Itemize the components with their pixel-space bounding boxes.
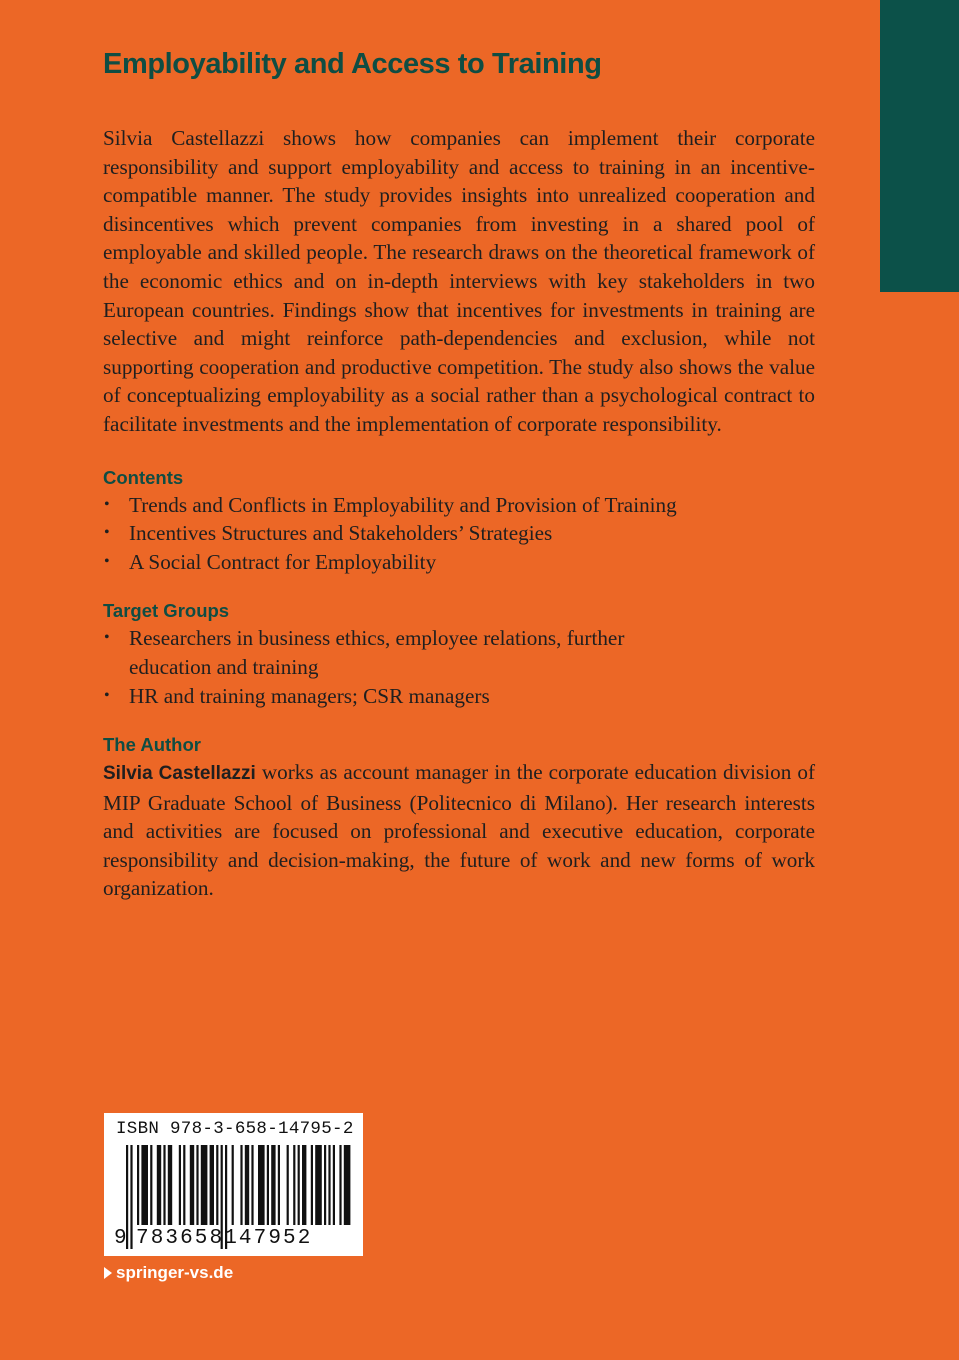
barcode-bar <box>245 1145 249 1225</box>
book-description: Silvia Castellazzi shows how companies can implement their corporate responsibility and support employability and access to training in an incentive-compatible manner. The study provides insights into unrealized cooperation and disincentives which prevent companies from investing in a shared pool of employable and skilled people. The research draws on the theoretical framework of the economic ethics and on in-depth interviews with key stakeholders in two European countries. Findings show that incentives for investments in training are selective and might reinforce path-dependencies and exclusion, while not supporting cooperation and productive competition. The study also shows the value of conceptualizing employability as a social rather than a psychological contract to facilitate investments and the implementation of corporate responsibility. <box>103 126 815 436</box>
side-color-band <box>880 0 959 292</box>
barcode-bar <box>315 1145 322 1225</box>
barcode-bar <box>150 1145 152 1225</box>
barcode-bar <box>344 1145 351 1225</box>
barcode-bar <box>287 1145 289 1225</box>
barcode-bar <box>183 1145 185 1225</box>
barcode-bar <box>240 1145 242 1225</box>
barcode-bar <box>190 1145 194 1225</box>
barcode-bar <box>293 1145 295 1225</box>
isbn-digits: 783658147952 <box>136 1227 313 1250</box>
barcode-bar <box>271 1145 275 1225</box>
barcode-bar <box>179 1145 181 1225</box>
barcode-bar <box>311 1145 313 1225</box>
list-item: • Trends and Conflicts in Employability and Provision of Training <box>103 491 815 520</box>
target-groups-heading: Target Groups <box>103 600 230 622</box>
bullet-icon: • <box>104 686 110 704</box>
barcode-bar <box>232 1145 234 1225</box>
isbn-first-digit: 9 <box>114 1227 127 1250</box>
barcode-bar <box>251 1145 253 1225</box>
bullet-icon: • <box>104 629 110 647</box>
publisher-website[interactable] <box>104 1263 233 1283</box>
author-name: Silvia Castellazzi <box>103 763 256 785</box>
list-item: • A Social Contract for Employability <box>103 548 815 577</box>
author-heading: The Author <box>103 734 201 756</box>
bullet-icon: • <box>104 552 110 570</box>
barcode-bar <box>163 1145 165 1225</box>
barcode-bar <box>157 1145 161 1225</box>
back-cover-content <box>103 44 815 903</box>
barcode-bar <box>333 1145 335 1225</box>
list-item: • HR and training managers; CSR managers <box>103 682 693 711</box>
barcode-bar <box>302 1145 306 1225</box>
bullet-icon: • <box>104 495 110 513</box>
publisher-website-label: springer-vs.de <box>116 1263 234 1282</box>
barcode-bar <box>324 1145 326 1225</box>
contents-list <box>103 491 815 577</box>
contents-heading: Contents <box>103 466 184 488</box>
author-bio <box>103 758 815 903</box>
barcode-bar <box>339 1145 341 1225</box>
barcode-bar <box>201 1145 208 1225</box>
isbn-label: ISBN 978-3-658-14795-2 <box>116 1119 354 1139</box>
isbn-barcode <box>104 1113 363 1256</box>
bullet-icon: • <box>104 524 110 542</box>
arrow-right-icon <box>104 1267 112 1279</box>
barcode-bar <box>168 1145 172 1225</box>
barcode-bar <box>278 1145 280 1225</box>
barcode-bar <box>130 1145 132 1249</box>
target-groups-list <box>103 624 693 710</box>
author-bio-text: works as account manager in the corporate education division of MIP Graduate School of Business (Politecnico di Milano). Her research interests and activities are focused on professional and executive education, corporate responsibility and decision-making, the future of work and new forms of work organization. <box>103 760 815 901</box>
barcode-bar <box>141 1145 148 1225</box>
barcode-bar <box>328 1145 330 1225</box>
barcode-bar <box>258 1145 265 1225</box>
book-title: Employability and Access to Training <box>103 48 602 80</box>
barcode-bar <box>137 1145 139 1225</box>
barcode-bar <box>267 1145 269 1225</box>
barcode-bar <box>216 1145 218 1225</box>
list-item: • Incentives Structures and Stakeholders’ Strategies <box>103 519 815 548</box>
barcode-bar <box>298 1145 300 1225</box>
list-item: • Researchers in business ethics, employee relations, further education and training <box>104 626 625 679</box>
barcode-bar <box>196 1145 198 1225</box>
barcode-bar <box>210 1145 214 1225</box>
